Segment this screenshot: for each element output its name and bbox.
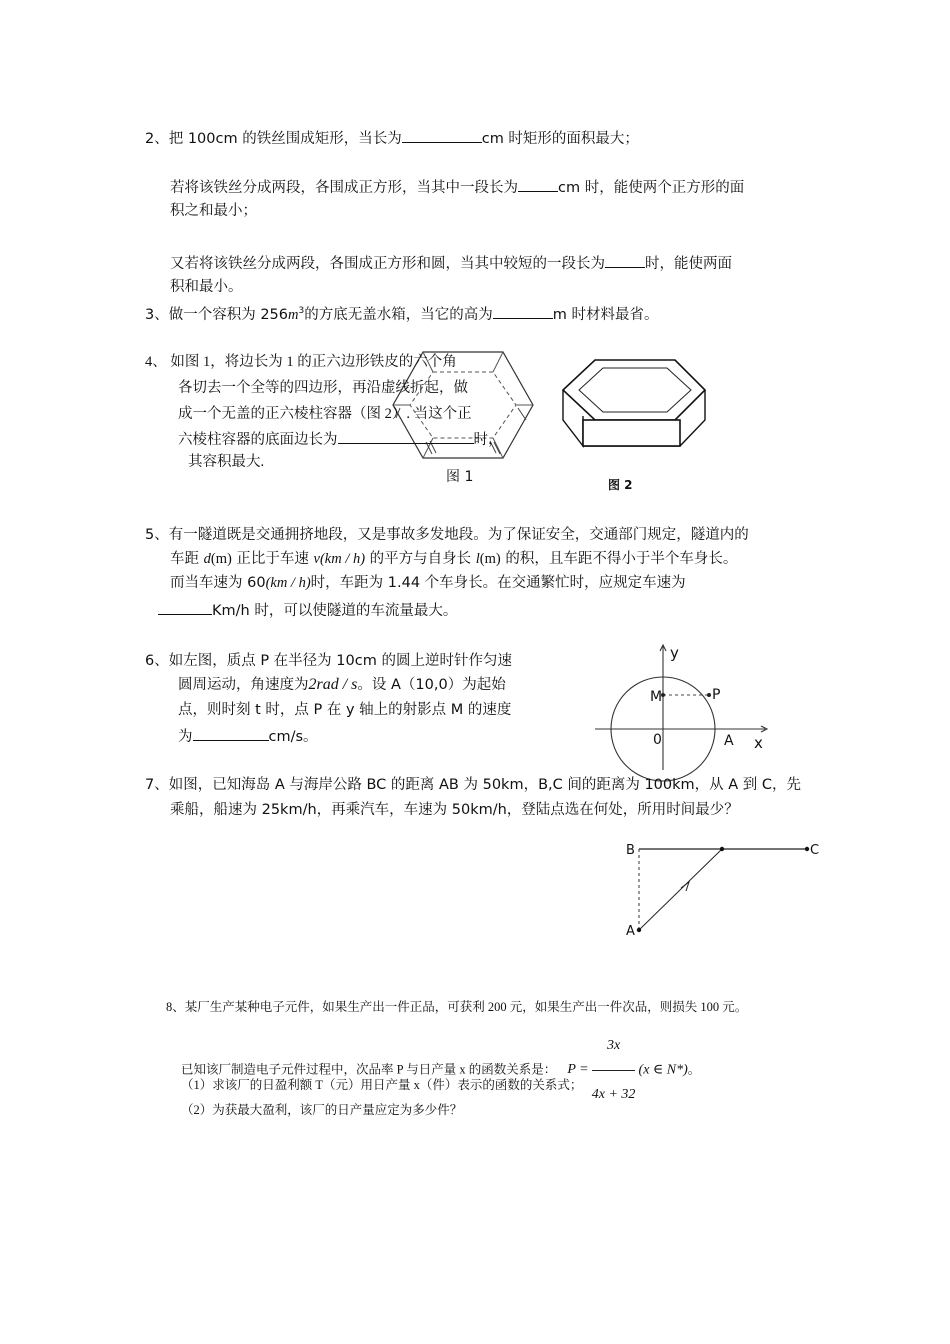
hex-prism-figure-2: [555, 358, 715, 468]
q2-blank-1[interactable]: [402, 127, 482, 143]
q8-line4: （2）为获最大盈利，该厂的日产量应定为多少件？: [181, 1103, 463, 1117]
fig7-A-label: A: [626, 924, 635, 939]
q4-line3: 成一个无盖的正六棱柱容器（图 2）. 当这个正: [178, 406, 472, 422]
q8-line1: 8、某厂生产某种电子元件，如果生产出一件正品，可获利 200 元，如果生产出一件次品，则损失 100 元。: [166, 1000, 748, 1014]
q6-line4: 为 cm/s。: [178, 725, 318, 747]
q2-line1: 2、把 100cm 的铁丝围成矩形，当长为 cm 时矩形的面积最大；: [145, 127, 639, 149]
q6-line2: 圆周运动，角速度为2rad / s。设 A（10,0）为起始: [178, 676, 506, 693]
fig6-A-label: A: [724, 733, 734, 749]
q8-fraction: $\frac{3x}{4x + 32}$: [592, 1024, 636, 1117]
q7-line1: 7、如图，已知海岛 A 与海岸公路 BC 的距离 AB 为 50km，B,C 间的距离为 100km，从 A 到 C，先: [145, 777, 802, 793]
q8-line3: （1）求该厂的日盈利额 T（元）用日产量 x（件）表示的函数的关系式；: [181, 1078, 583, 1092]
q5-line4: Km/h 时，可以使隧道的车流量最大。: [158, 599, 457, 621]
q6-line1: 6、如左图，质点 P 在半径为 10cm 的圆上逆时针作匀速: [145, 653, 512, 669]
fig6-x-label: x: [754, 734, 763, 752]
q2-line3: 积之和最小；: [170, 203, 257, 219]
q4-line5: 其容积最大.: [188, 454, 265, 470]
q2-line2: 若将该铁丝分成两段，各围成正方形，当其中一段长为 cm 时，能使两个正方形的面: [170, 176, 744, 198]
q2-line4: 又若将该铁丝分成两段，各围成正方形和圆，当其中较短的一段长为 时，能使两面: [170, 252, 732, 274]
fig6-O-label: 0: [653, 732, 662, 748]
q3-line: 3、做一个容积为 $256m^3$的方底无盖水箱，当它的高为 m 时材料最省。: [145, 301, 658, 325]
q4-blank[interactable]: [338, 428, 474, 444]
fig7-B-label: B: [626, 843, 635, 858]
q2-blank-2[interactable]: [518, 176, 558, 192]
fig7-C-label: C: [810, 843, 820, 858]
q7-line2: 乘船，船速为 25km/h，再乘汽车，车速为 50km/h，登陆点选在何处，所用时间最少？: [170, 802, 739, 818]
q4-line4: 六棱柱容器的底面边长为 时，: [178, 428, 503, 450]
q4-line2: 各切去一个全等的四边形，再沿虚线折起，做: [178, 380, 468, 396]
q6-line3: 点，则时刻 t 时，点 P 在 y 轴上的射影点 M 的速度: [178, 702, 512, 718]
fig6-y-label: y: [670, 644, 679, 662]
island-road-figure: [625, 840, 825, 940]
q5-line1: 5、有一隧道既是交通拥挤地段，又是事故多发地段。为了保证安全，交通部门规定，隧道内的: [145, 527, 749, 543]
q3-blank[interactable]: [493, 303, 553, 319]
fig6-M-label: M: [650, 689, 663, 705]
q8-line2: 已知该厂制造电子元件过程中，次品率 P 与日产量 x 的函数关系是： P = $\frac{3x}{4x + 32}$ (x ∈ N*)。: [181, 1024, 700, 1117]
fig6-P-label: P: [712, 687, 721, 703]
fig2-caption: 图 2: [608, 478, 633, 492]
circle-motion-figure: [595, 642, 775, 772]
q5-blank[interactable]: [158, 599, 212, 615]
fig1-caption: 图 1: [446, 469, 474, 485]
q6-blank[interactable]: [193, 725, 269, 741]
q4-line1: 4、 如图 1，将边长为 1 的正六边形铁皮的六个角: [145, 354, 457, 370]
q2-blank-3[interactable]: [605, 252, 645, 268]
q5-line3: 而当车速为 60(km / h)时，车距为 1.44 个车身长。在交通繁忙时，应规定车速为: [170, 575, 686, 591]
q2-line5: 积和最小。: [170, 279, 243, 295]
q5-line2: 车距 d(m) 正比于车速 v(km / h) 的平方与自身长 l(m) 的积，且车距不得小于半个车身长。: [170, 551, 738, 567]
